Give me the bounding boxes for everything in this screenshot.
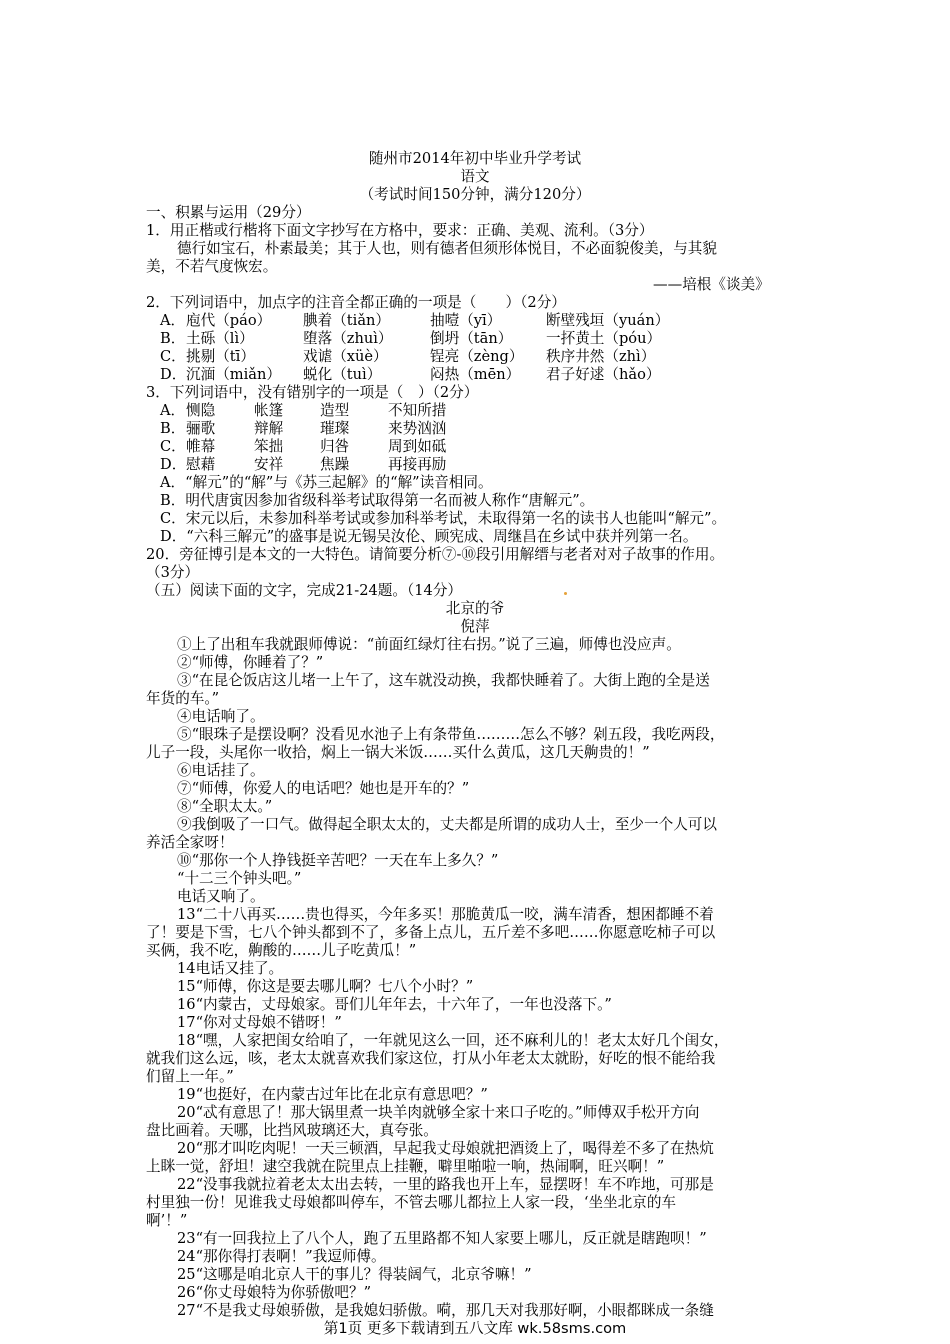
paragraph-line: 23“有一回我拉上了八个人，跑了五里路都不知人家要上哪儿，反正就是瞎跑呗！” <box>177 1230 707 1247</box>
option-item: 断壁残垣（yuán） <box>546 312 670 329</box>
paragraph-line: 就我们这么远，咳，老太太就喜欢我们家这位，打从小年老太太就盼，好吃的恨不能给我 <box>146 1050 716 1067</box>
option-label: B． <box>160 330 186 347</box>
section-heading: 一、积累与运用（29分） <box>146 204 311 221</box>
paragraph-line: ③“在昆仑饭店这儿堵一上午了，这车就没动换，我都快睡着了。大街上跑的全是送 <box>177 672 710 689</box>
option-item: 倒坍（tān） <box>430 330 513 347</box>
reading-title: 北京的爷 <box>445 600 505 617</box>
option-line: D．“六科三解元”的盛事是说无锡吴汝伦、顾宪成、周继昌在乡试中获并列第一名。 <box>160 528 698 545</box>
option-item: 抽噎（yī） <box>430 312 502 329</box>
paragraph-line: ④电话响了。 <box>177 708 265 725</box>
option-item: 帐篷 <box>254 402 284 419</box>
option-item: 慰藉 <box>186 456 216 473</box>
option-line: B．明代唐寅因参加省级科举考试取得第一名而被人称作“唐解元”。 <box>160 492 595 509</box>
option-label: D． <box>160 366 187 383</box>
paragraph-line: 20“忒有意思了！那大锅里煮一块羊肉就够全家十来口子吃的。”师傅双手松开方向 <box>177 1104 700 1121</box>
paragraph-line: 年货的车。” <box>146 690 220 707</box>
paragraph-line: ⑧“全职太太。” <box>177 798 273 815</box>
paragraph-line: 16“内蒙古，丈母娘家。哥们儿年年去，十六年了，一年也没落下。” <box>177 996 612 1013</box>
paragraph-line: 20“那才叫吃肉呢！一天三顿酒，早起我丈母娘就把酒烫上了，喝得差不多了在热炕 <box>177 1140 714 1157</box>
paragraph-line: 村里独一份！见谁我丈母娘都叫停车，不管去哪儿都拉上人家一段，‘坐坐北京的车 <box>146 1194 677 1211</box>
paragraph-line: ⑤“眼珠子是摆设啊？没看见水池子上有条带鱼………怎么不够？剁五段，我吃两段， <box>177 726 725 743</box>
option-label: C． <box>160 438 186 455</box>
paragraph-line: 25“这哪是咱北京人干的事儿？得装阔气，北京爷嘛！” <box>177 1266 532 1283</box>
option-item: 不知所措 <box>388 402 447 419</box>
option-item: 焦躁 <box>320 456 350 473</box>
question-3-prompt: 3．下列词语中，没有错别字的一项是（ ）（2分） <box>146 384 479 401</box>
option-item: 造型 <box>320 402 350 419</box>
paragraph-line: 22“没事我就拉着老太太出去转，一里的路我也开上车，显摆呀！车不咋地，可那是 <box>177 1176 714 1193</box>
quote-source: ——培根《谈美》 <box>653 276 770 293</box>
paragraph-line: 儿子一段，头尾你一收拾，焖上一锅大米饭……买什么黄瓜，这几天齁贵的！” <box>146 744 650 761</box>
paragraph-line: 买俩，我不吃，齁酸的……儿子吃黄瓜！” <box>146 942 417 959</box>
exam-title: 随州市2014年初中毕业升学考试 <box>368 150 582 167</box>
option-item: 堕落（zhuì） <box>303 330 393 347</box>
option-item: 蜕化（tuì） <box>303 366 382 383</box>
paragraph-line: 24“那你得打表啊！”我逗师傅。 <box>177 1248 386 1265</box>
option-item: 辩解 <box>254 420 284 437</box>
question-2-prompt: 2．下列词语中，加点字的注音全都正确的一项是（ ）（2分） <box>146 294 566 311</box>
paragraph-line: 上眯一觉，舒坦！逮空我就在院里点上挂鞭，噼里啪啦一响，热闹啊，旺兴啊！” <box>146 1158 665 1175</box>
option-label: A． <box>160 402 186 419</box>
exam-info: （考试时间150分钟，满分120分） <box>359 186 591 203</box>
option-item: 再接再励 <box>388 456 447 473</box>
option-line: C．宋元以后，未参加科举考试或参加科举考试，未取得第一名的读书人也能叫“解元”。 <box>160 510 727 527</box>
paragraph-line: 盘比画着。天哪，比挡风玻璃还大，真夸张。 <box>146 1122 438 1139</box>
paragraph-line: 电话又响了。 <box>177 888 265 905</box>
option-label: C． <box>160 348 186 365</box>
paragraph-line: 啊’！” <box>146 1212 188 1229</box>
option-item: 挑剔（tī） <box>186 348 255 365</box>
quote-line: 美，不若气度恢宏。 <box>146 258 278 275</box>
paragraph-line: ⑨我倒吸了一口气。做得起全职太太的，丈夫都是所谓的成功人士，至少一个人可以 <box>177 816 717 833</box>
page-footer: 第1页 更多下载请到五八文库 wk.58sms.com <box>323 1320 627 1337</box>
option-label: D． <box>160 456 187 473</box>
reading-intro: （五）阅读下面的文字，完成21-24题。（14分） <box>146 582 463 599</box>
option-item: 秩序井然（zhì） <box>546 348 656 365</box>
question-20-prompt: 20．旁征博引是本文的一大特色。请简要分析⑦-⑩段引用解缙与老者对对子故事的作用。 <box>146 546 725 563</box>
paragraph-line: 14电话又挂了。 <box>177 960 284 977</box>
option-item: 腆着（tiǎn） <box>303 312 391 329</box>
paragraph-line: 养活全家呀！ <box>146 834 234 851</box>
quote-line: 德行如宝石，朴素最美；其于人也，则有德者但须形体悦目，不必面貌俊美，与其貌 <box>177 240 717 257</box>
option-label: B． <box>160 420 186 437</box>
option-item: 安祥 <box>254 456 284 473</box>
paragraph-line: 18“嘿，人家把闺女给咱了，一年就见这么一回，还不麻利儿的！老太太好几个闺女， <box>177 1032 729 1049</box>
exam-subject: 语文 <box>460 168 490 185</box>
option-item: 归咎 <box>320 438 350 455</box>
option-item: 恻隐 <box>186 402 216 419</box>
paragraph-line: ⑩“那你一个人挣钱挺辛苦吧？一天在车上多久？” <box>177 852 499 869</box>
option-item: 锃亮（zèng） <box>430 348 524 365</box>
paragraph-line: ①上了出租车我就跟师傅说：“前面红绿灯往右拐。”说了三遍，师傅也没应声。 <box>177 636 681 653</box>
paragraph-line: 27“不是我丈母娘骄傲，是我媳妇骄傲。嗬，那几天对我那好啊，小眼都眯成一条缝 <box>177 1302 714 1319</box>
option-item: 闷热（mēn） <box>430 366 521 383</box>
paragraph-line: 19“也挺好，在内蒙古过年比在北京有意思吧？” <box>177 1086 488 1103</box>
option-item: 君子好逑（hǎo） <box>546 366 661 383</box>
stray-dot <box>564 592 567 595</box>
paragraph-line: 们留上一年。” <box>146 1068 234 1085</box>
option-item: 帷幕 <box>186 438 216 455</box>
option-label: A． <box>160 312 186 329</box>
option-item: 庖代（páo） <box>186 312 272 329</box>
option-item: 一抔黄土（póu） <box>546 330 662 347</box>
reading-author: 倪萍 <box>460 618 490 635</box>
option-item: 沉湎（miǎn） <box>186 366 281 383</box>
option-item: 戏谑（xüè） <box>303 348 388 365</box>
paragraph-line: 26“你丈母娘特为你骄傲吧？” <box>177 1284 372 1301</box>
option-item: 土砾（lì） <box>186 330 254 347</box>
paragraph-line: 17“你对丈母娘不错呀！” <box>177 1014 342 1031</box>
option-item: 笨拙 <box>254 438 284 455</box>
question-1-prompt: 1．用正楷或行楷将下面文字抄写在方格中，要求：正确、美观、流利。（3分） <box>146 222 654 239</box>
paragraph-line: 了！要是下雪，七八个钟头都到不了，多备上点儿，五斤差不多吧……你愿意吃柿子可以 <box>146 924 716 941</box>
paragraph-line: ②“师傅，你睡着了？” <box>177 654 324 671</box>
paragraph-line: “十二三个钟头吧。” <box>177 870 302 887</box>
option-item: 璀璨 <box>320 420 350 437</box>
paragraph-line: ⑥电话挂了。 <box>177 762 265 779</box>
paragraph-line: 13“二十八再买……贵也得买，今年多买！那脆黄瓜一咬，满车清香，想困都睡不着 <box>177 906 714 923</box>
option-item: 来势汹汹 <box>388 420 447 437</box>
paragraph-line: ⑦“师傅，你爱人的电话吧？她也是开车的？” <box>177 780 470 797</box>
question-20-score: （3分） <box>146 564 200 581</box>
paragraph-line: 15“师傅，你这是要去哪儿啊？七八个小时？” <box>177 978 474 995</box>
option-item: 周到如砥 <box>388 438 447 455</box>
option-item: 骊歌 <box>186 420 216 437</box>
option-line: A．“解元”的“解”与《苏三起解》的“解”读音相同。 <box>160 474 493 491</box>
